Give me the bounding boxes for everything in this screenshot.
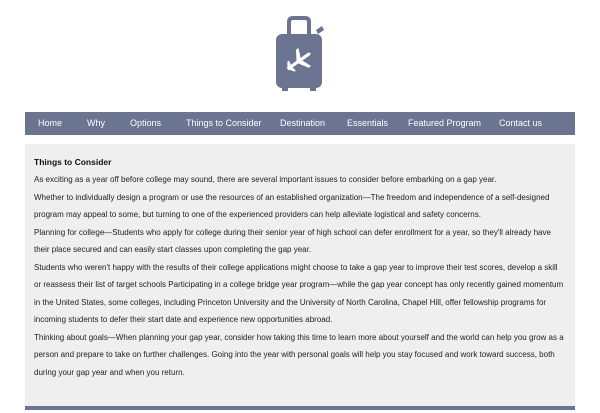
luggage-airplane-logo-icon[interactable] bbox=[272, 16, 328, 92]
nav-item-featured-program[interactable]: Featured Program bbox=[408, 118, 482, 128]
nav-item-why[interactable]: Why bbox=[87, 118, 105, 128]
article-paragraph: Planning for college—Students who apply for college during their senior year of high school can defer enrollment for a year, so they'll already have their place secured and can easily start classes upon completing the gap year. bbox=[34, 227, 551, 254]
article-paragraph: Whether to individually design a program or use the resources of an established organization—The freedom and independence of a self-designed program may appeal to some, but turning to one of the experienced providers can help alleviate logistical and safety concerns. bbox=[34, 192, 550, 219]
nav-item-destination[interactable]: Destination bbox=[280, 118, 326, 128]
article-content bbox=[25, 144, 575, 406]
article-heading: Things to Consider bbox=[34, 157, 112, 167]
article-paragraph: As exciting as a year off before college may sound, there are several important issues to consider before embarking on a gap year. bbox=[34, 175, 497, 184]
article-paragraph: Thinking about goals—When planning your gap year, consider how taking this time to learn more about yourself and the world can help you grow as a person and prepare to take on further challenges. Going into the year with personal goals will help you stay focused and work toward success, both during your gap year and when you return. bbox=[34, 332, 564, 377]
nav-item-contact-us[interactable]: Contact us bbox=[499, 118, 543, 128]
header bbox=[0, 0, 600, 112]
nav-item-options[interactable]: Options bbox=[130, 118, 162, 128]
nav-item-things-to-consider[interactable]: Things to Consider bbox=[186, 118, 262, 128]
footer-bar bbox=[25, 406, 575, 410]
nav-item-essentials[interactable]: Essentials bbox=[347, 118, 389, 128]
nav-item-home[interactable]: Home bbox=[38, 118, 63, 128]
article-paragraph: Students who weren't happy with the results of their college applications might choose to take a gap year to improve their test scores, develop a skill or reassess their list of target schools Participating in a college bridge year program—while the gap year concept has only recently gained momentum in the United States, some colleges, including Princeton University and the University of North Carolina, Chapel Hill, offer fellowship programs for incoming students to defer their start date and experience new opportunities abroad. bbox=[34, 262, 564, 324]
main-nav bbox=[25, 112, 575, 135]
